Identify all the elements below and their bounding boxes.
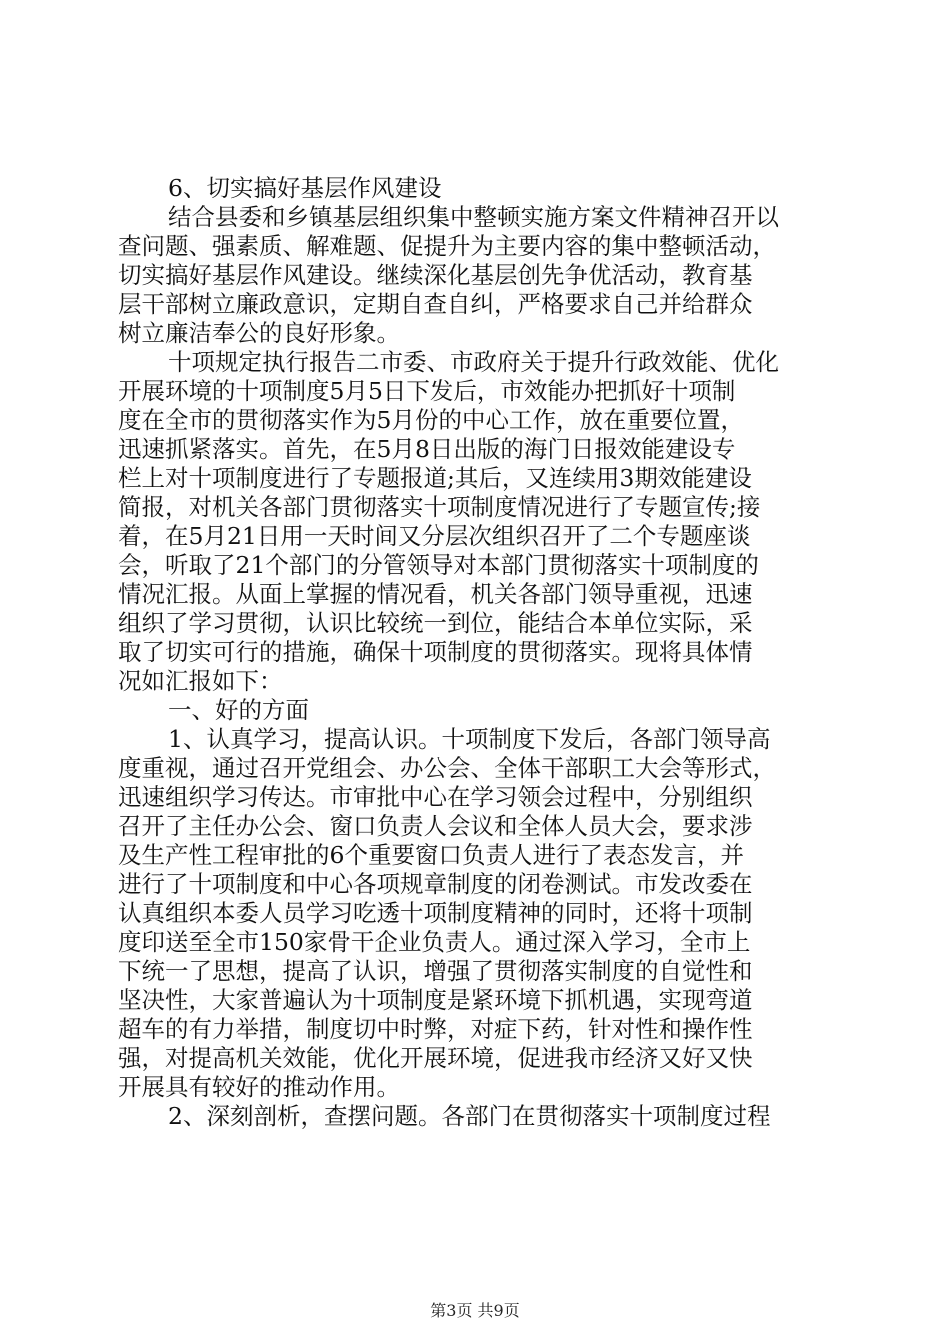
paragraph-line: 着，在5月21日用一天时间又分层次组织召开了二个专题座谈 xyxy=(118,522,751,550)
paragraph-line: 开展具有较好的推动作用。 xyxy=(118,1073,400,1101)
paragraph-line: 会，听取了21个部门的分管领导对本部门贯彻落实十项制度的 xyxy=(118,551,759,579)
paragraph-line: 度在全市的贯彻落实作为5月份的中心工作，放在重要位置， xyxy=(118,406,744,434)
paragraph-line: 开展环境的十项制度5月5日下发后，市效能办把抓好十项制 xyxy=(118,377,736,405)
paragraph-line: 取了切实可行的措施，确保十项制度的贯彻落实。现将具体情 xyxy=(118,638,753,666)
paragraph-line: 结合县委和乡镇基层组织集中整顿实施方案文件精神召开以 xyxy=(168,203,779,231)
paragraph-line: 情况汇报。从面上掌握的情况看，机关各部门领导重视，迅速 xyxy=(118,580,753,608)
paragraph-line: 度重视，通过召开党组会、办公会、全体干部职工大会等形式， xyxy=(118,754,776,782)
paragraph-line: 坚决性，大家普遍认为十项制度是紧环境下抓机遇，实现弯道 xyxy=(118,986,753,1014)
paragraph-line: 迅速组织学习传达。市审批中心在学习领会过程中，分别组织 xyxy=(118,783,753,811)
body-text xyxy=(118,174,838,1131)
paragraph-line: 超车的有力举措，制度切中时弊，对症下药，针对性和操作性 xyxy=(118,1015,753,1043)
paragraph-line: 树立廉洁奉公的良好形象。 xyxy=(118,319,400,347)
section-heading: 一、好的方面 xyxy=(168,696,309,724)
paragraph-line: 2、深刻剖析，查摆问题。各部门在贯彻落实十项制度过程 xyxy=(168,1102,771,1130)
paragraph-line: 栏上对十项制度进行了专题报道;其后，又连续用3期效能建设 xyxy=(118,464,752,492)
paragraph-line: 十项规定执行报告二市委、市政府关于提升行政效能、优化 xyxy=(168,348,779,376)
paragraph-line: 强，对提高机关效能，优化开展环境，促进我市经济又好又快 xyxy=(118,1044,753,1072)
paragraph-line: 层干部树立廉政意识，定期自查自纠，严格要求自己并给群众 xyxy=(118,290,753,318)
paragraph-line: 迅速抓紧落实。首先，在5月8日出版的海门日报效能建设专 xyxy=(118,435,736,463)
paragraph-line: 切实搞好基层作风建设。继续深化基层创先争优活动，教育基 xyxy=(118,261,753,289)
paragraph-line: 况如汇报如下： xyxy=(118,667,283,695)
paragraph-line: 组织了学习贯彻，认识比较统一到位，能结合本单位实际，采 xyxy=(118,609,753,637)
paragraph-line: 认真组织本委人员学习吃透十项制度精神的同时，还将十项制 xyxy=(118,899,753,927)
paragraph-line: 下统一了思想，提高了认识，增强了贯彻落实制度的自觉性和 xyxy=(118,957,753,985)
paragraph-line: 度印送至全市150家骨干企业负责人。通过深入学习，全市上 xyxy=(118,928,751,956)
paragraph-line: 进行了十项制度和中心各项规章制度的闭卷测试。市发改委在 xyxy=(118,870,753,898)
paragraph-line: 及生产性工程审批的6个重要窗口负责人进行了表态发言，并 xyxy=(118,841,744,869)
page-number-footer: 第3页 共9页 xyxy=(430,1301,520,1320)
section-heading: 6、切实搞好基层作风建设 xyxy=(168,174,442,202)
paragraph-line: 简报，对机关各部门贯彻落实十项制度情况进行了专题宣传;接 xyxy=(118,493,761,521)
paragraph-line: 1、认真学习，提高认识。十项制度下发后，各部门领导高 xyxy=(168,725,771,753)
paragraph-line: 召开了主任办公会、窗口负责人会议和全体人员大会，要求涉 xyxy=(118,812,753,840)
paragraph-line: 查问题、强素质、解难题、促提升为主要内容的集中整顿活动， xyxy=(118,232,776,260)
